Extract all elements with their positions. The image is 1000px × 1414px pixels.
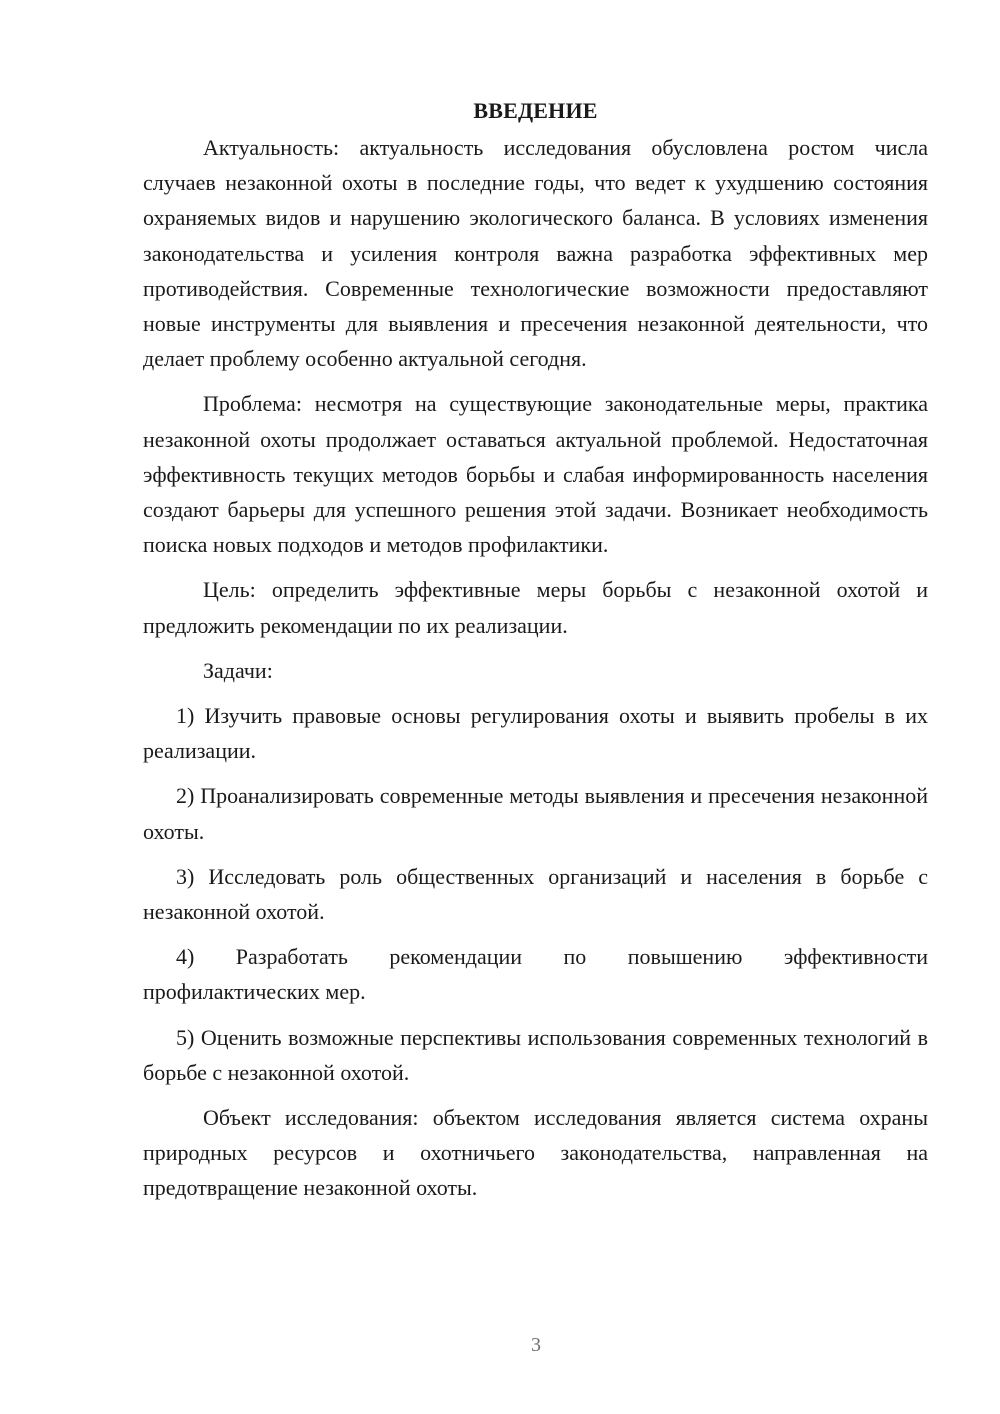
object-paragraph: Объект исследования: объектом исследования является система охраны природных ресурсов и охотничьего законодательства, направленная на предотвращение незаконной охоты. [143,1105,928,1201]
relevance-paragraph: Актуальность: актуальность исследования обусловлена ростом числа случаев незаконной охоты в последние годы, что ведет к ухудшению состояния охраняемых видов и нарушению экологического баланса. В условиях изменения законодательства и усиления контроля важна разработка эффективных мер противодействия. Современные технологические возможности предоставляют новые инструменты для выявления и пресечения незаконной деятельности, что делает проблему особенно актуальной сегодня. [143,135,928,372]
section-heading: ВВЕДЕНИЕ [473,98,598,123]
task-item-2: 2) Проанализировать современные методы выявления и пресечения незаконной охоты. [143,783,928,844]
goal-paragraph: Цель: определить эффективные меры борьбы с незаконной охотой и предложить рекомендации по их реализации. [143,577,928,638]
tasks-label: Задачи: [203,657,273,683]
problem-paragraph: Проблема: несмотря на существующие законодательные меры, практика незаконной охоты продолжает оставаться актуальной проблемой. Недостаточная эффективность текущих методов борьбы и слабая информированность населения создают барьеры для успешного решения этой задачи. Возникает необходимость поиска новых подходов и методов профилактики. [143,391,928,558]
document-page [143,96,928,1206]
task-item-4: 4) Разработать рекомендации по повышению эффективности профилактических мер. [143,944,928,1005]
task-item-5: 5) Оценить возможные перспективы использования современных технологий в борьбе с незаконной охотой. [143,1024,928,1085]
task-item-1: 1) Изучить правовые основы регулирования охоты и выявить пробелы в их реализации. [143,703,928,764]
task-item-3: 3) Исследовать роль общественных организаций и населения в борьбе с незаконной охотой. [143,863,928,925]
page-number: 3 [531,1334,541,1356]
